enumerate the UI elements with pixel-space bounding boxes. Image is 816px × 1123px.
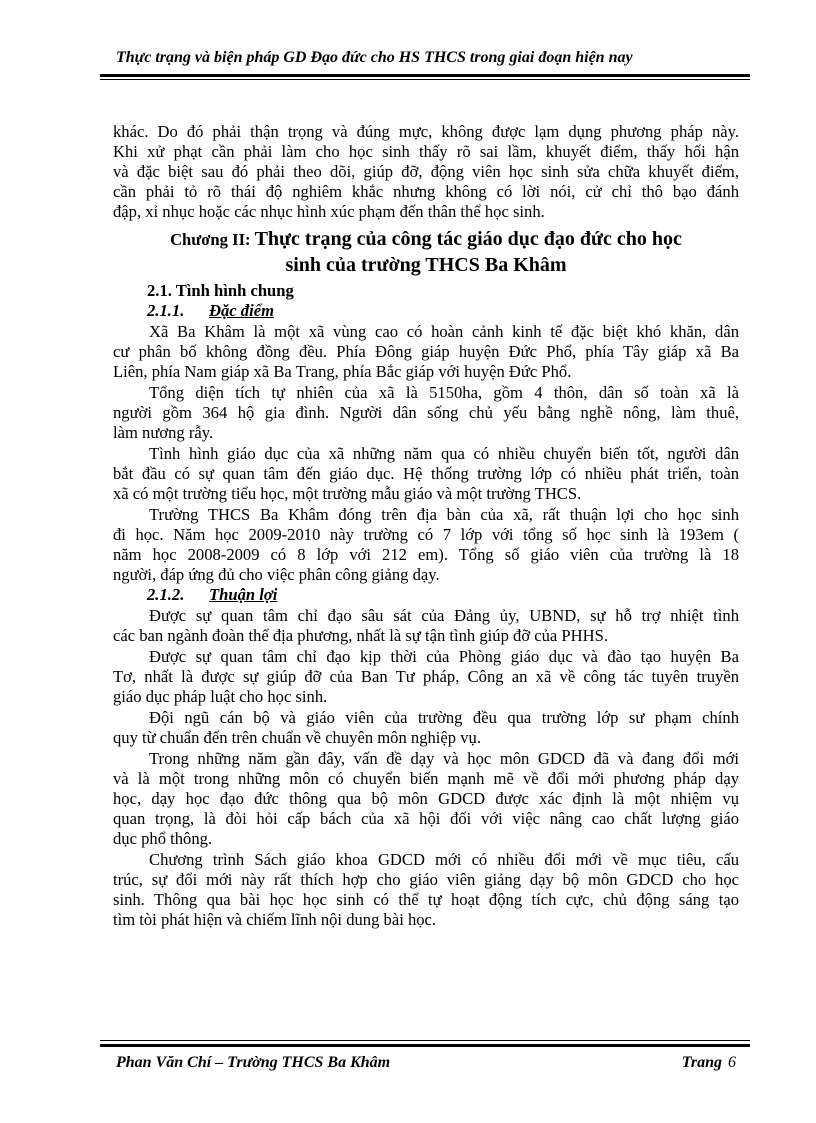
page-number: 6 xyxy=(728,1054,736,1071)
text-line: Tình hình giáo dục của xã những năm qua có nhiều chuyển biến tốt, người dân xyxy=(149,444,739,463)
text-line: học, dạy học đạo đức thông qua bộ môn GDCD được xác định là một nhiệm vụ xyxy=(113,789,739,808)
text-line: cư phân bố không đồng đều. Phía Đông giáp huyện Đức Phổ, phía Tây giáp xã Ba xyxy=(113,342,739,361)
paragraph xyxy=(113,383,739,443)
paragraph xyxy=(113,708,739,748)
section-heading-2-1-1 xyxy=(147,301,739,321)
text-line: Chương trình Sách giáo khoa GDCD mới có nhiều đổi mới về mục tiêu, cấu xyxy=(149,850,739,869)
text-line: người, đáp ứng đủ cho việc phân công giảng dạy. xyxy=(113,565,440,584)
text-line: Đội ngũ cán bộ và giáo viên của trường đều qua trường lớp sư phạm chính xyxy=(149,708,739,727)
intro-paragraph xyxy=(113,122,739,222)
section-title: Thuận lợi xyxy=(209,585,278,604)
text-line: quan trọng, là đòi hỏi cấp bách của xã hội đối với việc nâng cao chất lượng giáo xyxy=(113,809,739,828)
chapter-title-line-1: Thực trạng của công tác giáo dục đạo đức cho học xyxy=(254,228,682,250)
paragraph xyxy=(113,647,739,707)
paragraph xyxy=(113,606,739,646)
chapter-label: Chương II: xyxy=(170,230,251,249)
paragraph xyxy=(113,850,739,930)
text-line: năm học 2008-2009 có 8 lớp với 212 em). Tổng số giáo viên của trường là 18 xyxy=(113,545,739,564)
chapter-heading xyxy=(113,227,739,279)
text-line: Tơ, nhất là được sự giúp đỡ của Ban Tư pháp, Công an xã về công tác tuyên truyền xyxy=(113,667,739,686)
header-rule-thin xyxy=(100,79,750,80)
text-line: Trường THCS Ba Khâm đóng trên địa bàn của xã, rất thuận lợi cho học sinh xyxy=(149,505,739,524)
text-line: người gồm 364 hộ gia đình. Người dân sống chủ yếu bằng nghề nông, làm thuê, xyxy=(113,403,739,422)
text-line: Được sự quan tâm chỉ đạo sâu sát của Đảng ủy, UBND, sự hỗ trợ nhiệt tình xyxy=(149,606,739,625)
text-line: tìm tòi phát hiện và chiếm lĩnh nội dung bài học. xyxy=(113,910,437,929)
section-heading-2-1: 2.1. Tình hình chung xyxy=(147,281,294,300)
dac-diem-paragraphs xyxy=(113,322,739,585)
text-line: xã có một trường tiểu học, một trường mẫu giáo và một trường THCS. xyxy=(113,484,582,503)
footer-page xyxy=(682,1054,736,1072)
thuan-loi-paragraphs xyxy=(113,606,739,930)
text-line: Xã Ba Khâm là một xã vùng cao có hoàn cảnh kinh tế đặc biệt khó khăn, dân xyxy=(149,322,739,341)
text-line: dục phổ thông. xyxy=(113,829,213,848)
text-line: bắt đầu có sự quan tâm đến giáo dục. Hệ thống trường lớp có nhiều phát triển, toàn xyxy=(113,464,739,483)
page-body xyxy=(113,122,739,930)
page-header xyxy=(100,44,750,88)
text-line: và là một trong những môn có chuyển biến mạnh mẽ về đổi mới phương pháp dạy xyxy=(113,769,739,788)
text-line: Liên, phía Nam giáp xã Ba Trang, phía Bắc giáp với huyện Đức Phổ. xyxy=(113,362,572,381)
page-label: Trang xyxy=(681,1054,722,1071)
text-line: giáo dục pháp luật cho học sinh. xyxy=(113,687,328,706)
text-line: sinh. Thông qua bài học học sinh có thể tự hoạt động tích cực, chủ động sáng tạo xyxy=(113,890,739,909)
footer-rule-thin xyxy=(100,1040,750,1041)
chapter-title-line-2: sinh của trường THCS Ba Khâm xyxy=(285,254,567,276)
paragraph xyxy=(113,444,739,504)
page-footer xyxy=(100,1040,750,1084)
text-line: khác. Do đó phải thận trọng và đúng mực, không được lạm dụng phương pháp này. xyxy=(113,122,739,141)
section-title: Đặc điểm xyxy=(209,301,274,320)
text-line: Khi xử phạt cần phải làm cho học sinh thấy rõ sai lầm, khuyết điểm, thấy hối hận xyxy=(113,142,739,161)
paragraph xyxy=(113,505,739,585)
paragraph xyxy=(113,322,739,382)
section-heading-2-1-2 xyxy=(147,585,739,605)
text-line: và đặc biệt sau đó phải theo dõi, giúp đỡ, động viên học sinh sửa chữa khuyết điểm, xyxy=(113,162,739,181)
paragraph xyxy=(113,749,739,849)
text-line: Trong những năm gần đây, vấn đề dạy và học môn GDCD đã và đang đổi mới xyxy=(149,749,739,768)
text-line: Tổng diện tích tự nhiên của xã là 5150ha, gồm 4 thôn, dân số toàn xã là xyxy=(149,383,739,402)
footer-author: Phan Văn Chí – Trường THCS Ba Khâm xyxy=(116,1054,391,1071)
text-line: trúc, sự đổi mới này rất thích hợp cho giáo viên giảng dạy bộ môn GDCD cho học xyxy=(113,870,739,889)
footer-rule-thick xyxy=(100,1044,750,1047)
text-line: làm nương rẫy. xyxy=(113,423,214,442)
text-line: quy từ chuẩn đến trên chuẩn về chuyên môn nghiệp vụ. xyxy=(113,728,481,747)
text-line: cần phải tỏ rõ thái độ nghiêm khắc nhưng không có lời nói, cử chỉ thô bạo đánh xyxy=(113,182,739,201)
text-line: đi học. Năm học 2009-2010 này trường có 7 lớp với tổng số học sinh là 193em ( xyxy=(113,525,739,544)
header-title: Thực trạng và biện pháp GD Đạo đức cho HS THCS trong giai đoạn hiện nay xyxy=(116,49,633,66)
text-line: đập, xỉ nhục hoặc các nhục hình xúc phạm đến thân thể học sinh. xyxy=(113,202,545,221)
text-line: các ban ngành đoàn thể địa phương, nhất là sự tận tình giúp đỡ của PHHS. xyxy=(113,626,608,645)
section-number: 2.1.2. xyxy=(147,585,185,604)
section-number: 2.1.1. xyxy=(147,301,185,320)
text-line: Được sự quan tâm chỉ đạo kịp thời của Phòng giáo dục và đào tạo huyện Ba xyxy=(149,647,739,666)
header-rule-thick xyxy=(100,74,750,77)
